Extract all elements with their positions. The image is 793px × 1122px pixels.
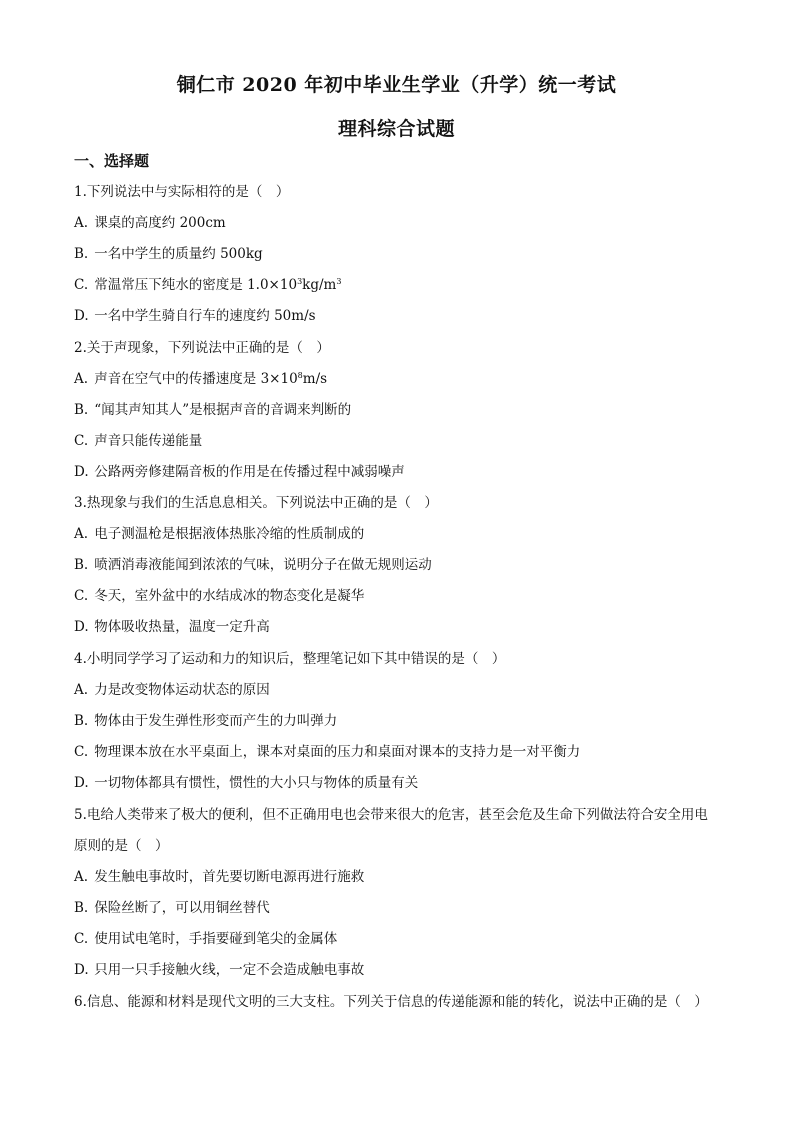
- option-text: 物体由于发生弹性形变而产生的力叫弹力: [94, 713, 338, 729]
- option-letter: C.: [74, 433, 89, 449]
- option-text: 常温常压下纯水的密度是 1.0×10: [94, 277, 298, 293]
- question-4-option-a: [74, 681, 270, 699]
- option-letter: B.: [74, 900, 89, 916]
- question-5-option-d: [74, 961, 364, 979]
- option-letter: A.: [74, 371, 89, 387]
- option-text: 一切物体都具有惯性，惯性的大小只与物体的质量有关: [94, 775, 419, 791]
- option-letter: B.: [74, 713, 89, 729]
- option-text: 公路两旁修建隔音板的作用是在传播过程中减弱噪声: [94, 464, 405, 480]
- question-5-stem: 5.电给人类带来了极大的便利，但不正确用电也会带来很大的危害，甚至会危及生命下列做法符合安全用电: [74, 807, 708, 823]
- question-1-option-b: [74, 245, 263, 263]
- question-2-option-a: [74, 370, 327, 388]
- section-heading: 一、选择题: [74, 152, 150, 170]
- question-2-option-c: [74, 432, 202, 450]
- option-text: 冬天，室外盆中的水结成冰的物态变化是凝华: [94, 588, 365, 604]
- superscript: 3: [297, 277, 303, 286]
- question-2-stem: 2.关于声现象，下列说法中正确的是（ ）: [74, 340, 330, 356]
- question-4-option-c: [74, 743, 580, 761]
- question-5-stem-continued: 原则的是（ ）: [74, 838, 169, 854]
- option-letter: D.: [74, 775, 89, 791]
- question-2-option-b: [74, 401, 351, 419]
- option-text: 物体吸收热量，温度一定升高: [94, 619, 270, 635]
- question-3-option-d: [74, 618, 270, 636]
- question-1-stem: 1.下列说法中与实际相符的是（ ）: [74, 184, 290, 200]
- question-1-option-c: [74, 276, 341, 294]
- exam-title: 铜仁市 2020 年初中毕业生学业（升学）统一考试: [176, 74, 617, 96]
- option-text: 发生触电事故时，首先要切断电源再进行施救: [94, 869, 365, 885]
- question-5-option-c: [74, 930, 337, 948]
- option-text: 使用试电笔时，手指要碰到笔尖的金属体: [94, 931, 338, 947]
- option-letter: C.: [74, 744, 89, 760]
- option-text: 保险丝断了，可以用铜丝替代: [94, 900, 270, 916]
- superscript: 3: [336, 277, 342, 286]
- option-text: 只用一只手接触火线，一定不会造成触电事故: [94, 962, 365, 978]
- option-text: “闻其声知其人”是根据声音的音调来判断的: [94, 402, 352, 418]
- question-6-stem: 6.信息、能源和材料是现代文明的三大支柱。下列关于信息的传递能源和能的转化，说法中正确的是（ ）: [74, 994, 708, 1010]
- question-5-option-a: [74, 868, 364, 886]
- question-1-option-d: [74, 307, 316, 325]
- option-text-unit: kg/m: [302, 277, 337, 293]
- option-letter: A.: [74, 869, 89, 885]
- option-letter: C.: [74, 277, 89, 293]
- question-2-option-d: [74, 463, 405, 481]
- question-4-option-d: [74, 774, 418, 792]
- question-4-option-b: [74, 712, 337, 730]
- question-3-option-c: [74, 587, 364, 605]
- option-letter: D.: [74, 962, 89, 978]
- option-letter: A.: [74, 682, 89, 698]
- option-text: 喷洒消毒液能闻到浓浓的气味，说明分子在做无规则运动: [94, 557, 432, 573]
- option-letter: A.: [74, 215, 89, 231]
- option-text: 电子测温枪是根据液体热胀冷缩的性质制成的: [94, 526, 365, 542]
- option-letter: D.: [74, 308, 89, 324]
- option-letter: A.: [74, 526, 89, 542]
- option-text: 力是改变物体运动状态的原因: [94, 682, 270, 698]
- option-text: 一名中学生骑自行车的速度约 50m/s: [94, 308, 316, 324]
- option-letter: B.: [74, 402, 89, 418]
- question-4-stem: 4.小明同学学习了运动和力的知识后，整理笔记如下其中错误的是（ ）: [74, 651, 506, 667]
- option-text: 声音在空气中的传播速度是 3×10: [94, 371, 298, 387]
- option-text: 一名中学生的质量约 500kg: [94, 246, 263, 262]
- question-3-option-a: [74, 525, 364, 543]
- option-text: 课桌的高度约 200cm: [94, 215, 226, 231]
- option-letter: B.: [74, 246, 89, 262]
- question-3-stem: 3.热现象与我们的生活息息相关。下列说法中正确的是（ ）: [74, 495, 438, 511]
- option-text: 物理课本放在水平桌面上，课本对桌面的压力和桌面对课本的支持力是一对平衡力: [94, 744, 581, 760]
- option-letter: D.: [74, 464, 89, 480]
- option-letter: B.: [74, 557, 89, 573]
- option-text: 声音只能传递能量: [94, 433, 203, 449]
- option-letter: C.: [74, 931, 89, 947]
- question-1-option-a: [74, 214, 226, 232]
- option-letter: C.: [74, 588, 89, 604]
- option-text-unit: m/s: [302, 371, 328, 387]
- exam-subtitle: 理科综合试题: [337, 118, 455, 140]
- question-5-option-b: [74, 899, 270, 917]
- option-letter: D.: [74, 619, 89, 635]
- superscript: 8: [297, 371, 303, 380]
- question-3-option-b: [74, 556, 432, 574]
